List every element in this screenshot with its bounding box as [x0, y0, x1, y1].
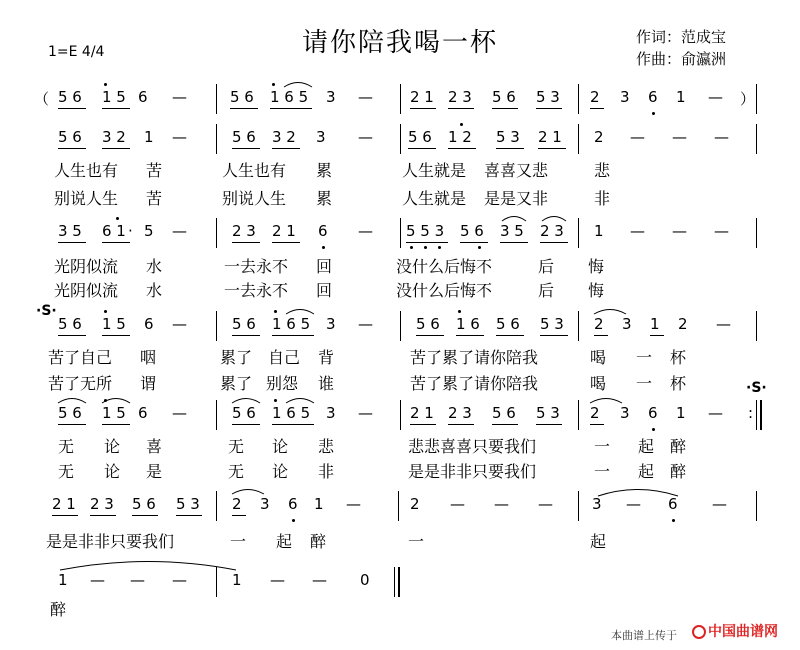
- note: 5 6: [232, 315, 256, 333]
- lyric-line-2: 无 论 是 无 论 非 是是非非只要我们 一 起 醉: [58, 462, 687, 481]
- note: —: [450, 495, 465, 513]
- note: 3: [622, 315, 632, 333]
- note: 5 5 3: [406, 222, 445, 240]
- note: 3 2: [102, 128, 126, 146]
- note: 6: [144, 315, 154, 333]
- note: —: [358, 88, 373, 106]
- note: 5 3: [176, 495, 200, 513]
- note: 2 1: [272, 222, 296, 240]
- note: 5 6: [492, 88, 516, 106]
- notes-row: [0, 495, 800, 517]
- note: 1 5: [102, 404, 126, 422]
- note: —: [358, 222, 373, 240]
- barline-final: [398, 567, 400, 597]
- note: 2: [678, 315, 688, 333]
- note: —: [172, 315, 187, 333]
- barline: [578, 400, 579, 430]
- segno-mark: ·S·: [746, 380, 767, 396]
- note: （: [34, 90, 50, 108]
- note: —: [712, 495, 727, 513]
- lyric-line-1: 是是非非只要我们 一 起 醉 一 起: [46, 532, 607, 551]
- note: 5 6: [232, 128, 256, 146]
- note: 5 6: [232, 404, 256, 422]
- note: 3: [326, 404, 336, 422]
- barline: [400, 311, 401, 341]
- note: 5 6: [58, 404, 82, 422]
- note: 5 6: [58, 128, 82, 146]
- note: 6: [288, 495, 298, 513]
- notes-row: [0, 128, 800, 150]
- note: 2: [594, 128, 604, 146]
- note: —: [358, 315, 373, 333]
- barline: [756, 491, 757, 521]
- barline: [756, 311, 757, 341]
- note: 5 6: [230, 88, 254, 106]
- note: —: [270, 571, 285, 589]
- note: 2 3: [540, 222, 564, 240]
- note: 1 5: [102, 315, 126, 333]
- note: 3: [592, 495, 602, 513]
- note: —: [358, 404, 373, 422]
- note: 1 2: [448, 128, 472, 146]
- note: 5 6: [408, 128, 432, 146]
- note: 5 3: [536, 404, 560, 422]
- note: 1: [650, 315, 660, 333]
- barline: [578, 491, 579, 521]
- note: —: [358, 128, 373, 146]
- note: —: [708, 88, 723, 106]
- note: —: [716, 315, 731, 333]
- notes-row: [0, 571, 800, 593]
- notes-row: [0, 88, 800, 110]
- note: —: [130, 571, 145, 589]
- note: —: [346, 495, 361, 513]
- note: 5 3: [496, 128, 520, 146]
- note: 1 6 5: [272, 404, 311, 422]
- note: 3 5: [500, 222, 524, 240]
- note: 3: [326, 315, 336, 333]
- site-logo[interactable]: [692, 621, 778, 641]
- barline: [398, 491, 399, 521]
- note: 1: [676, 404, 686, 422]
- note: 1: [676, 88, 686, 106]
- note: 2: [590, 88, 600, 106]
- barline: [400, 218, 401, 248]
- note: 6: [648, 88, 658, 106]
- note: —: [538, 495, 553, 513]
- barline: [216, 84, 217, 114]
- note: 5 6: [58, 88, 82, 106]
- lyricist-credit: 作词：范成宝: [636, 28, 727, 46]
- note: 2 1: [538, 128, 562, 146]
- note: 1: [144, 128, 154, 146]
- barline: [578, 124, 579, 154]
- note: —: [172, 404, 187, 422]
- note: —: [626, 495, 641, 513]
- barline: [216, 491, 217, 521]
- site-name: 中国曲谱网: [708, 624, 778, 640]
- barline: [578, 311, 579, 341]
- note: —: [630, 128, 645, 146]
- segno-mark: ·S·: [36, 303, 57, 319]
- notes-row: [0, 222, 800, 244]
- note: 2 1: [52, 495, 76, 513]
- barline: [756, 84, 757, 114]
- note: —: [90, 571, 105, 589]
- barline: [216, 567, 217, 597]
- notes-row: [0, 315, 800, 337]
- note: 2 3: [448, 404, 472, 422]
- note: 6: [668, 495, 678, 513]
- note: 2 3: [90, 495, 114, 513]
- notes-row: [0, 404, 800, 426]
- note: 2: [410, 495, 420, 513]
- note: —: [672, 128, 687, 146]
- page-title: 请你陪我喝一杯: [301, 28, 498, 58]
- note: 6 1: [102, 222, 126, 240]
- note: 2 3: [232, 222, 256, 240]
- barline: [216, 124, 217, 154]
- note: —: [714, 222, 729, 240]
- note: 2: [232, 495, 242, 513]
- note: 3: [620, 404, 630, 422]
- note: 1: [58, 571, 68, 589]
- note: —: [494, 495, 509, 513]
- note: 3: [260, 495, 270, 513]
- lyric-line-1: 光阴似流 水 一去永不 回 没什么后悔不 后 悔: [54, 257, 605, 276]
- note: 5 6: [132, 495, 156, 513]
- note: —: [172, 88, 187, 106]
- note: 1: [232, 571, 242, 589]
- note: 2: [594, 315, 604, 333]
- lyric-line-2: 别说人生 苦 别说人生 累 人生就是 是是又非 非: [54, 189, 611, 208]
- note: —: [172, 222, 187, 240]
- barline: [756, 124, 757, 154]
- repeat-sign: :: [748, 404, 754, 422]
- barline-end: [760, 400, 762, 430]
- barline: [756, 400, 757, 430]
- note: 5 6: [460, 222, 484, 240]
- note: 5: [144, 222, 154, 240]
- note: —: [312, 571, 327, 589]
- note: 3: [326, 88, 336, 106]
- barline: [216, 311, 217, 341]
- note: 6: [138, 404, 148, 422]
- note: 5 6: [496, 315, 520, 333]
- note: 1 6 5: [272, 315, 311, 333]
- lyric-line-2: 光阴似流 水 一去永不 回 没什么后悔不 后 悔: [54, 281, 605, 300]
- note: 3 2: [272, 128, 296, 146]
- note: 5 6: [58, 315, 82, 333]
- lyric-line-1: 无 论 喜 无 论 悲 悲悲喜喜只要我们 一 起 醉: [58, 437, 687, 456]
- note: 0: [360, 571, 370, 589]
- note: 5 3: [540, 315, 564, 333]
- note: 3 5: [58, 222, 82, 240]
- note: 1 6 5: [270, 88, 309, 106]
- note: —: [172, 571, 187, 589]
- key-signature: 1=E 4/4: [48, 44, 105, 60]
- note: 1 6: [456, 315, 480, 333]
- barline: [400, 84, 401, 114]
- note: —: [708, 404, 723, 422]
- note: 6: [138, 88, 148, 106]
- note: —: [630, 222, 645, 240]
- lyric-line-1: 人生也有 苦 人生也有 累 人生就是 喜喜又悲 悲: [54, 161, 611, 180]
- note: —: [672, 222, 687, 240]
- note: —: [172, 128, 187, 146]
- barline: [400, 400, 401, 430]
- note: 2: [590, 404, 600, 422]
- composer-credit: 作曲：俞瀛洲: [636, 50, 727, 68]
- note: 3: [620, 88, 630, 106]
- note: 5 6: [416, 315, 440, 333]
- barline: [216, 400, 217, 430]
- barline: [216, 218, 217, 248]
- note: 3: [316, 128, 326, 146]
- note: 1: [314, 495, 324, 513]
- note: 2 1: [410, 88, 434, 106]
- lyric-line-2: 苦了无所 谓 累了 别怨 谁 苦了累了请你陪我 喝 一 杯: [48, 374, 687, 393]
- note: 1: [594, 222, 604, 240]
- note: 2 1: [410, 404, 434, 422]
- note: 5 6: [492, 404, 516, 422]
- barline: [756, 218, 757, 248]
- lyric-line-1: 苦了自己 咽 累了 自己 背 苦了累了请你陪我 喝 一 杯: [48, 348, 687, 367]
- barline: [400, 124, 401, 154]
- barline: [578, 218, 579, 248]
- note: ）: [740, 90, 756, 108]
- barline: [578, 84, 579, 114]
- lyric-line-1: 醉: [50, 600, 67, 619]
- site-logo-icon: [692, 625, 706, 639]
- note: 2 3: [448, 88, 472, 106]
- note: 5 3: [536, 88, 560, 106]
- note: —: [714, 128, 729, 146]
- note: 1 5: [102, 88, 126, 106]
- barline: [394, 567, 395, 597]
- upload-credit: 本曲谱上传于: [611, 629, 677, 642]
- note: ·: [128, 222, 133, 240]
- note: 6: [648, 404, 658, 422]
- note: 6: [318, 222, 328, 240]
